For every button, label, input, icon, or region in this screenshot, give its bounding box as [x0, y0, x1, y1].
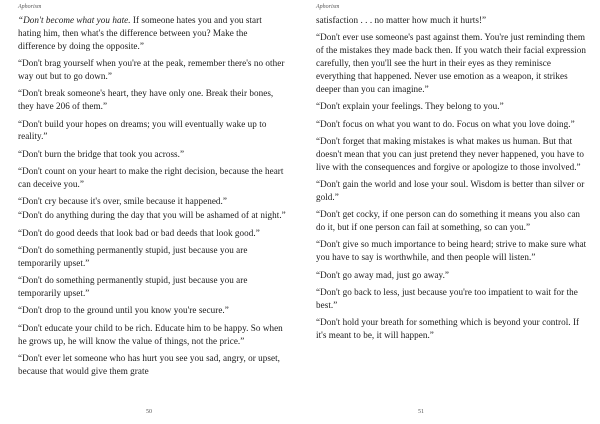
quote: “Don't do something permanently stupid, just because you are temporarily upset.” — [18, 275, 248, 299]
quote-text: If someone hates you and you start hating him, then what's the difference between you? Make the difference by doing the opposite.” — [18, 15, 262, 51]
running-head: Aphorism — [18, 4, 42, 10]
quote: “Don't give so much importance to being heard; strive to make sure what you have to say is worthwhile, and then people will listen.” — [316, 239, 587, 263]
quote — [18, 14, 286, 53]
quote: “Don't do something permanently stupid, just because you are temporarily upset.” — [18, 244, 248, 268]
quote: “Don't focus on what you want to do. Focus on what you love doing.” — [316, 118, 575, 129]
quote: “Don't brag yourself when you're at the peak, remember there's no other way out but to go down.” — [18, 58, 285, 82]
quote: “Don't do good deeds that look bad or bad deeds that look good.” — [18, 227, 260, 238]
quote-emphasis: “Don't become what you hate. — [18, 15, 131, 25]
quote: “Don't ever use someone's past against them. You're just reminding them of the mistakes they made back then. If you watch their facial expression carefully, then you'll see the hurt in their eyes as they reminisce everything that happened. Never use emotion as a weapon, it strikes deeper than you can imagine.” — [316, 32, 586, 94]
page-number: 51 — [418, 409, 424, 415]
quote: “Don't educate your child to be rich. Educate him to be happy. So when he grows up, he will know the value of things, not the price.” — [18, 322, 283, 346]
quote: “Don't explain your feelings. They belong to you.” — [316, 101, 504, 112]
quote: “Don't drop to the ground until you know you're secure.” — [18, 305, 229, 316]
quote-list — [316, 14, 588, 346]
quote: “Don't get cocky, if one person can do something it means you also can do it, but if one person can fail at something, so can you.” — [316, 209, 581, 233]
quote-list — [18, 14, 286, 382]
quote: “Don't break someone's heart, they have only one. Break their bones, they have 206 of them.” — [18, 88, 274, 112]
quote: “Don't do anything during the day that you will be ashamed of at night.” — [18, 210, 286, 221]
quote: “Don't forget that making mistakes is what makes us human. But that doesn't mean that you can just pretend they never happened, you have to live with the consequences and forgive or apologize to those involved.” — [316, 135, 584, 172]
quote: satisfaction . . . no matter how much it hurts!” — [316, 15, 487, 25]
page-number: 50 — [146, 409, 152, 415]
quote: “Don't go back to less, just because you're too impatient to wait for the best.” — [316, 286, 578, 310]
quote: “Don't hold your breath for something which is beyond your control. If it's meant to be, it will happen.” — [316, 317, 580, 340]
quote: “Don't count on your heart to make the right decision, because the heart can deceive you.” — [18, 166, 284, 189]
quote: “Don't gain the world and lose your soul. Wisdom is better than silver or gold.” — [316, 178, 585, 202]
quote: “Don't ever let someone who has hurt you see you sad, angry, or upset, because that would give them grate — [18, 352, 281, 376]
right-page — [300, 0, 600, 424]
running-head: Aphorism — [316, 4, 340, 10]
quote: “Don't build your hopes on dreams; you will eventually wake up to reality.” — [18, 118, 267, 142]
quote: “Don't cry because it's over, smile because it happened.” — [18, 196, 227, 207]
quote: “Don't go away mad, just go away.” — [316, 269, 449, 280]
quote: “Don't burn the bridge that took you across.” — [18, 148, 185, 159]
